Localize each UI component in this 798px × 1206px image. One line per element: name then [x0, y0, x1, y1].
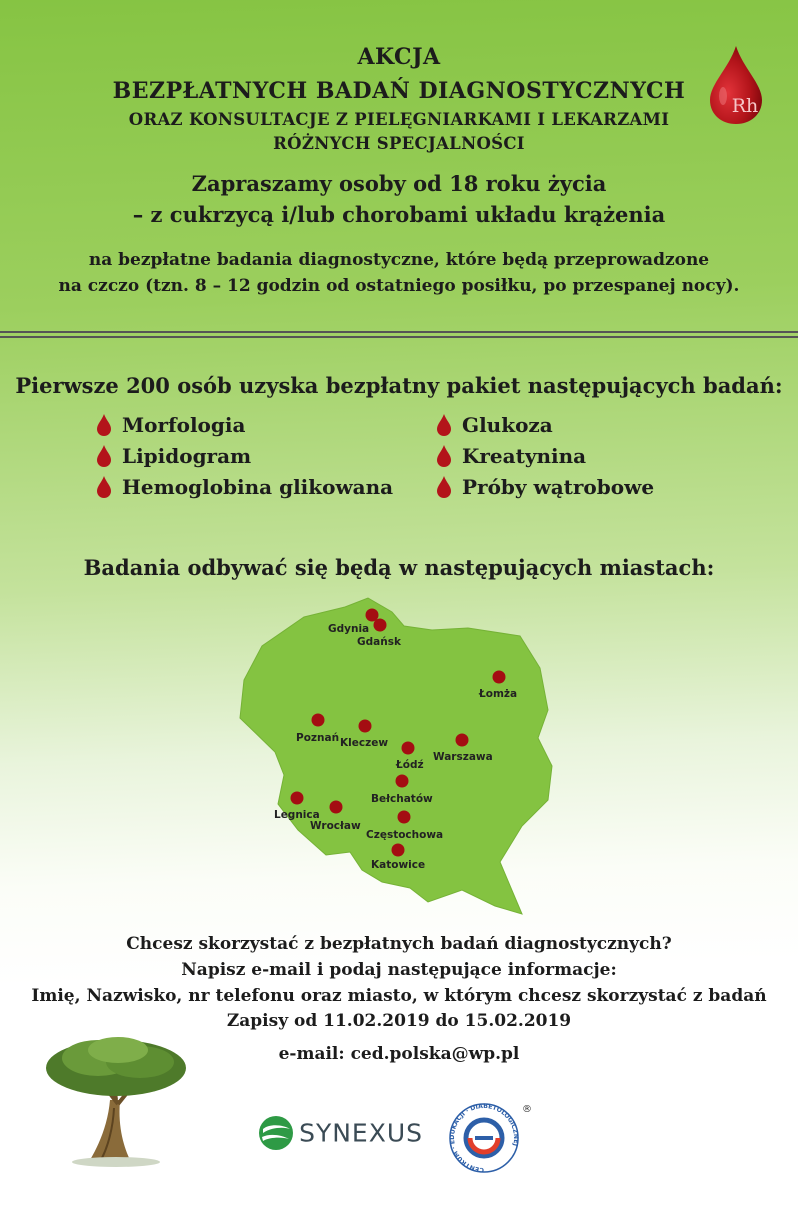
cities-title: Badania odbywać się będą w następujących miastach:: [83, 555, 715, 580]
city-label-czestochowa: Częstochowa: [366, 829, 444, 841]
city-dot-kleczew: [359, 720, 372, 733]
city-dot-legnica: [291, 792, 304, 805]
rh-label: Rh: [731, 95, 759, 117]
ced-logo: [448, 1102, 532, 1176]
synexus-swirl-icon: [258, 1115, 294, 1151]
test-label: Morfologia: [122, 413, 246, 437]
test-label: Lipidogram: [122, 444, 252, 468]
header-subtitle: BEZPŁATNYCH BADAŃ DIAGNOSTYCZNYCH: [112, 78, 686, 104]
synexus-logo: [258, 1115, 423, 1155]
city-dot-wroclaw: [330, 801, 343, 814]
city-dot-lodz: [402, 742, 415, 755]
city-label-kleczew: Kleczew: [340, 737, 389, 749]
city-label-belchatow: Bełchatów: [371, 793, 433, 805]
header-title: AKCJA: [357, 44, 441, 70]
header-line-specialties: RÓŻNYCH SPECJALNOŚCI: [273, 134, 525, 153]
city-label-gdansk: Gdańsk: [357, 636, 401, 648]
city-dot-warszawa: [456, 734, 469, 747]
signup-question: Chcesz skorzystać z bezpłatnych badań diagnostycznych?: [126, 934, 672, 954]
city-label-legnica: Legnica: [274, 809, 320, 821]
city-dot-katowice: [392, 844, 405, 857]
city-label-gdynia: Gdynia: [328, 623, 370, 635]
city-label-poznan: Poznań: [296, 732, 340, 744]
registered-mark: ®: [522, 1104, 532, 1115]
header-line-consultations: ORAZ KONSULTACJE Z PIELĘGNIARKAMI I LEKARZAMI: [128, 110, 670, 129]
signup-email[interactable]: e-mail: ced.polska@wp.pl: [278, 1044, 520, 1064]
tree-illustration: [38, 1028, 196, 1168]
city-label-katowice: Katowice: [371, 859, 426, 871]
signup-dates: Zapisy od 11.02.2019 do 15.02.2019: [226, 1011, 572, 1031]
ced-ring-text: CENTRUM · EDUKACJI · DIABETOLOGICZNEJ: [448, 1102, 520, 1174]
test-label: Próby wątrobowe: [462, 475, 655, 499]
signup-instruction: Napisz e-mail i podaj następujące informacje:: [181, 960, 617, 980]
details-line-2: na czczo (tzn. 8 – 12 godzin od ostatniego posiłku, po przespanej nocy).: [58, 276, 740, 296]
city-dot-poznan: [312, 714, 325, 727]
test-label: Hemoglobina glikowana: [122, 475, 394, 499]
city-label-wroclaw: Wrocław: [310, 820, 361, 832]
city-dot-gdansk: [374, 619, 387, 632]
city-label-lodz: Łódź: [396, 759, 424, 771]
city-label-lomza: Łomża: [479, 688, 518, 700]
signup-required-info: Imię, Nazwisko, nr telefonu oraz miasto, w którym chcesz skorzystać z badań: [31, 986, 767, 1006]
city-dot-lomza: [493, 671, 506, 684]
test-label: Glukoza: [462, 413, 553, 437]
package-title: Pierwsze 200 osób uzyska bezpłatny pakiet następujących badań:: [15, 373, 783, 398]
synexus-wordmark: SYNEXUS: [299, 1118, 424, 1148]
details-line-1: na bezpłatne badania diagnostyczne, które będą przeprowadzone: [88, 250, 710, 270]
test-label: Kreatynina: [462, 444, 587, 468]
city-dot-czestochowa: [398, 811, 411, 824]
invite-line-conditions: – z cukrzycą i/lub chorobami układu krążenia: [132, 202, 666, 227]
invite-line-age: Zapraszamy osoby od 18 roku życia: [191, 171, 607, 196]
city-label-warszawa: Warszawa: [433, 751, 493, 763]
city-dot-belchatow: [396, 775, 409, 788]
